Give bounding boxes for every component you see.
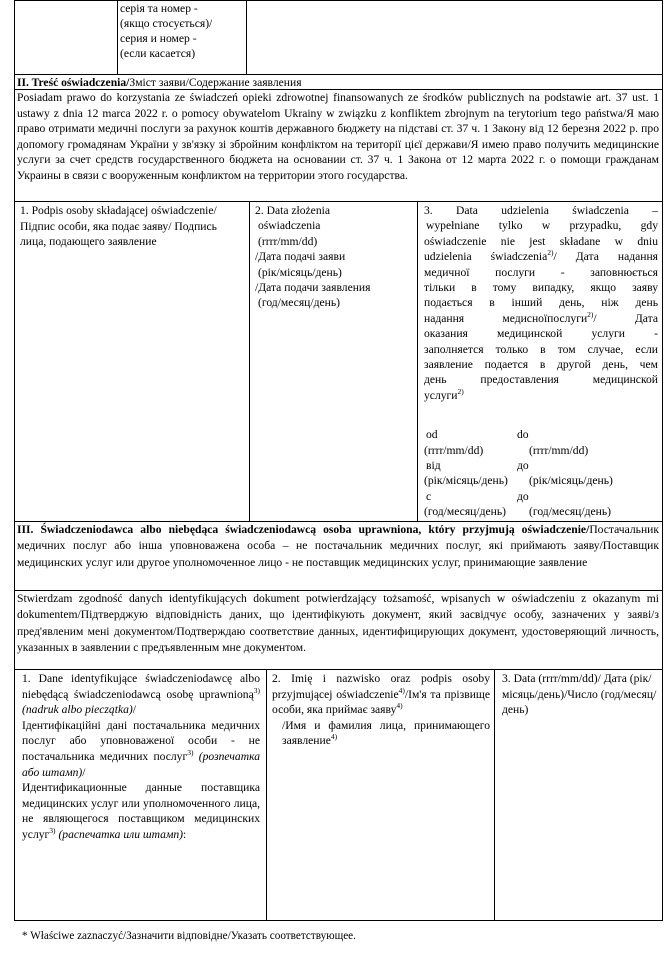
service-date-field bbox=[424, 203, 658, 520]
receiver-name-ua: /Ім'я та прізвище особи, яка приймає заяву bbox=[272, 687, 490, 717]
provider-id-ua-text: Ідентифікаційні дані постачальника медичних послуг або уповноваженої особи - не постачальника медичних послуг bbox=[22, 718, 260, 763]
border-bottom bbox=[14, 920, 663, 921]
footnote-ref-2b: 2) bbox=[587, 309, 594, 319]
submission-date-l7: (год/месяц/день) bbox=[258, 296, 340, 310]
provider-id-ua-end: / bbox=[82, 765, 86, 779]
footnote-ref-2c: 2) bbox=[457, 387, 464, 397]
range-from-format-ru: (год/месяц/день) bbox=[424, 505, 506, 519]
series-line-4: (если касается) bbox=[120, 47, 196, 61]
section3-heading bbox=[17, 522, 659, 571]
receiver-name-ru-text: /Имя и фамилия лица, принимающего заявление bbox=[282, 718, 490, 748]
receiver-name-pl-ua bbox=[272, 671, 490, 718]
top-divider-2 bbox=[246, 0, 247, 74]
footnote-ref-3b: 3) bbox=[187, 748, 194, 758]
signature-label: 1. Podpis osoby składającej oświadczenie/Підпис особи, яка подає заяву/ Подпись лица, подающего заявление bbox=[20, 204, 217, 249]
provider-id-pl-hint: (nadruk albo pieczątka) bbox=[22, 703, 133, 717]
receiver-name-field bbox=[272, 671, 490, 749]
section3-statement bbox=[17, 591, 659, 657]
receiver-name-pl: 2. Imię i nazwisko oraz podpis osoby przyjmującej oświadczenie bbox=[272, 672, 490, 701]
service-date-l7: подається в інший день, ніж день bbox=[424, 296, 658, 310]
range-from-ua: від bbox=[426, 459, 441, 473]
submission-date-l6: /Дата подачи заявления bbox=[255, 281, 371, 295]
provider-id-ru-end: : bbox=[183, 827, 187, 841]
submission-date-l2: oświadczenia bbox=[258, 219, 321, 233]
provider-id-ru-hint: (распечатка или штамп) bbox=[58, 827, 184, 841]
service-date-l1: 3. Data udzielenia świadczenia – bbox=[424, 204, 658, 217]
section2-heading bbox=[17, 75, 661, 90]
s2-divider-2 bbox=[417, 201, 418, 521]
series-line-3: серия и номер - bbox=[120, 32, 197, 46]
signature-field bbox=[20, 203, 242, 250]
range-from-pl: od bbox=[426, 428, 438, 442]
service-date-l6: тільки в тому випадку, якщо заяву bbox=[424, 281, 658, 295]
footnote-ref-4a: 4) bbox=[398, 685, 405, 695]
series-line-1: серія та номер - bbox=[120, 2, 198, 15]
provider-id-pl-text: 1. Dane identyfikujące świadczeniodawcę albo niebędącą świadczeniodawcą osobę uprawnioną bbox=[22, 672, 260, 701]
service-date-l4a: udzielenia świadczenia bbox=[424, 250, 548, 264]
service-date-l8a: надання медисноїпослуги bbox=[424, 311, 588, 325]
top-divider-1 bbox=[117, 0, 118, 74]
receiver-name-ru bbox=[272, 718, 490, 749]
service-date-l13-text: услуги bbox=[424, 388, 458, 402]
rule-section2-cols bbox=[14, 201, 663, 202]
provider-id-pl bbox=[22, 671, 260, 718]
service-date-l11: заявление подается в другой день, чем bbox=[424, 358, 658, 372]
footnote-text: * Właściwe zaznaczyć/Зазначити відповідне/Указать соответствующее. bbox=[22, 930, 356, 942]
submission-date-l4: /Дата подачі заяви bbox=[255, 250, 346, 264]
footnote bbox=[22, 929, 662, 944]
service-date-l4 bbox=[424, 249, 658, 264]
range-from-ru: с bbox=[426, 489, 432, 503]
date-range-row-ua bbox=[424, 458, 658, 473]
s3-divider-2 bbox=[494, 669, 495, 920]
date-range-row-pl bbox=[424, 427, 658, 442]
section3-heading-rest: Постачальник медичних послуг або інша уповноважена особа – не постачальник медичних послуг, які приймають заяву/Поставщик медицинских услуг или другое уполномоченное лицо - не поставщик медицинских услуг, принимающие заявление bbox=[17, 523, 659, 569]
acceptance-date-label: 3. Data (rrrr/mm/dd)/ Дата (рік/місяць/день)/Число (год/месяц/день) bbox=[502, 672, 657, 717]
footnote-ref-4c: 4) bbox=[330, 732, 338, 742]
provider-id-ru-text: Идентификационные данные поставщика медицинских услуг или уполномоченного лица, не являющегося поставщиком медицинских услуг bbox=[22, 781, 260, 841]
section2-heading-rest: Зміст заяви/Содержание заявления bbox=[129, 76, 302, 89]
service-date-l9: оказания медицинской услуги - bbox=[424, 327, 658, 341]
section2-statement-text: Posiadam prawo do korzystania ze świadczeń opieki zdrowotnej finansowanych ze środków publicznych na podstawie art. 37 ust. 1 ustawy z dnia 12 marca 2022 r. o pomocy obywatelom Ukrainy w związku z konfliktem zbrojnym na terytorium tego państwa/Я маю право отримати медичні послуги за рахунок коштів державного бюджету на підставі ст. 37 ч. 1 Закону від 12 березня 2022 р. про допомогу громадянам України у зв'язку зі збройним конфліктом на території цієї держави/Я имею право получить медицинские услуги за счет средств государственного бюджета на основании ст. 37 ч. 1 Закона от 12 марта 2022 г. о помощи гражданам Украины в связи с вооруженным конфликтом на территории этого государства. bbox=[17, 91, 659, 182]
range-from-format-ua: (рік/місяць/день) bbox=[424, 474, 508, 488]
provider-id-ru bbox=[22, 780, 260, 842]
service-date-l13 bbox=[424, 388, 658, 403]
section2-statement bbox=[17, 90, 659, 184]
range-to-ua: до bbox=[517, 459, 529, 473]
range-to-ru: до bbox=[517, 489, 529, 503]
service-date-l3: oświadczenie nie jest składane w dniu bbox=[424, 234, 658, 248]
footnote-ref-3c: 3) bbox=[49, 826, 56, 836]
provider-id-pl-end: / bbox=[132, 703, 136, 717]
service-date-l8b: / Дата bbox=[593, 311, 658, 325]
service-date-l4b: / Дата надання bbox=[553, 250, 659, 264]
provider-id-field bbox=[22, 671, 260, 843]
s2-divider-1 bbox=[249, 201, 250, 521]
spacer bbox=[424, 403, 658, 427]
section3-heading-bold: III. Świadczeniodawca albo niebędąca świadczeniodawcą osoba uprawniona, który przyjmują oświadczenie/ bbox=[17, 523, 590, 536]
border-right bbox=[662, 0, 663, 920]
section3-statement-text: Stwierdzam zgodność danych identyfikujących dokument potwierdzający tożsamość, wpisanych w oświadczeniu z okazanym mi dokumentem/Підтверджую відповідність даних, що ідентифікують документ, який засвідчує особу, зазначених у заяві/з пред'явленим мені документом/Подтверждаю соответствие данных, идентифицирующих документ, удостоверяющий личность, указанных в заявлении с предъявленным мне документом. bbox=[17, 592, 659, 655]
service-date-l10: заполняется только в том случае, если bbox=[424, 342, 658, 356]
range-to-format-ru: (год/месяц/день) bbox=[529, 505, 611, 519]
s3-divider-1 bbox=[266, 669, 267, 920]
series-number-cell bbox=[120, 1, 244, 61]
footnote-ref-4b: 4) bbox=[396, 701, 403, 711]
range-to-format-ua: (рік/місяць/день) bbox=[529, 474, 613, 488]
footnote-ref-3a: 3) bbox=[253, 685, 260, 695]
date-format-row-ru bbox=[424, 504, 658, 519]
submission-date-l5: (рік/місяць/день) bbox=[258, 265, 342, 279]
range-to-format-pl: (rrrr/mm/dd) bbox=[529, 443, 589, 457]
footnote-ref-2a: 2) bbox=[547, 248, 554, 258]
service-date-l2: wypełniane tylko w przypadku, gdy bbox=[426, 219, 658, 233]
provider-id-ua-hint: (розпечатка або штамп) bbox=[22, 749, 261, 779]
service-date-l8 bbox=[424, 311, 658, 326]
date-format-row-ua bbox=[424, 473, 658, 488]
section2-heading-bold: II. Treść oświadczenia/ bbox=[17, 76, 130, 89]
provider-id-ua bbox=[22, 718, 260, 780]
range-from-format-pl: (rrrr/mm/dd) bbox=[424, 443, 484, 457]
series-line-2: (якщо стосується)/ bbox=[120, 17, 213, 31]
rule-section3-cols bbox=[14, 669, 663, 670]
border-left bbox=[14, 0, 15, 920]
submission-date-field bbox=[255, 203, 415, 311]
border-top bbox=[14, 0, 663, 1]
service-date-l12: день предоставления медицинской bbox=[424, 373, 658, 387]
submission-date-l1: 2. Data złożenia bbox=[255, 204, 330, 217]
acceptance-date-field bbox=[502, 671, 658, 718]
submission-date-l3: (rrrr/mm/dd) bbox=[258, 234, 318, 248]
range-to-pl: do bbox=[517, 428, 529, 442]
service-date-l5: медичної послуги - заповнюється bbox=[424, 265, 658, 279]
date-format-row-pl bbox=[424, 443, 658, 458]
date-range-row-ru bbox=[424, 489, 658, 504]
